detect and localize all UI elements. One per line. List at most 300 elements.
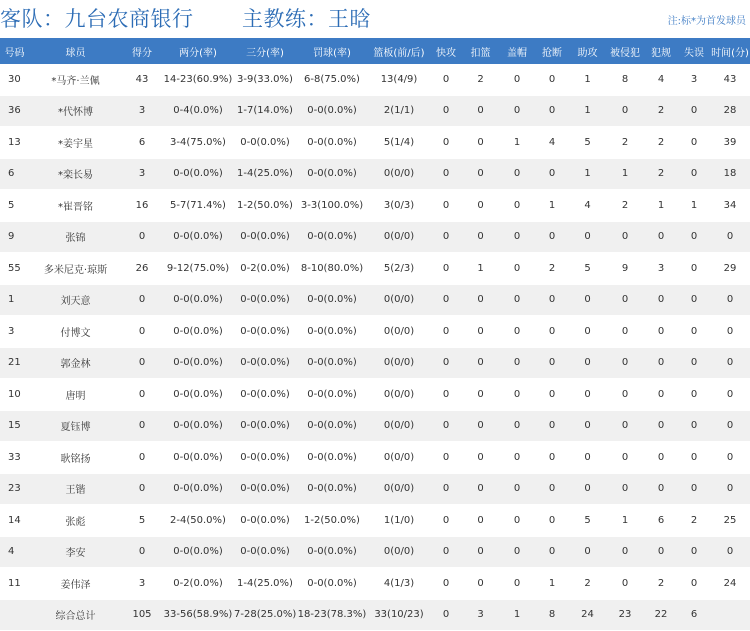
stat-cell: 2 <box>535 253 569 285</box>
column-header: 被侵犯 <box>606 38 644 64</box>
stat-cell: 0 <box>499 190 535 222</box>
stat-cell: 0 <box>430 473 462 505</box>
stat-cell: 0 <box>462 284 499 316</box>
player-number: 10 <box>0 379 29 411</box>
player-name: 王锴 <box>29 473 122 505</box>
stat-cell: 0-0(0.0%) <box>162 316 234 348</box>
stat-cell: 39 <box>710 127 750 159</box>
stat-cell: 0 <box>678 379 710 411</box>
stat-cell: 0-0(0.0%) <box>234 284 296 316</box>
stat-cell: 0 <box>462 316 499 348</box>
player-name: 多米尼克·琼斯 <box>29 253 122 285</box>
stat-cell: 0 <box>678 536 710 568</box>
stat-cell: 1 <box>569 158 606 190</box>
stat-cell: 0 <box>122 473 162 505</box>
stat-cell: 9 <box>606 253 644 285</box>
player-name: 李安 <box>29 536 122 568</box>
stat-cell: 29 <box>710 253 750 285</box>
stat-cell: 24 <box>710 568 750 600</box>
stat-cell: 0 <box>678 95 710 127</box>
stat-cell: 0 <box>430 505 462 537</box>
stat-cell: 9-12(75.0%) <box>162 253 234 285</box>
total-cell <box>710 599 750 631</box>
player-number: 21 <box>0 347 29 379</box>
column-header: 时间(分) <box>710 38 750 64</box>
stat-cell: 2 <box>644 95 678 127</box>
stat-cell: 1 <box>678 190 710 222</box>
column-header: 快攻 <box>430 38 462 64</box>
stat-cell: 0 <box>499 505 535 537</box>
stat-cell: 0-0(0.0%) <box>234 536 296 568</box>
total-cell: 105 <box>122 599 162 631</box>
stat-cell: 25 <box>710 505 750 537</box>
stat-cell: 2 <box>569 568 606 600</box>
stat-cell: 3 <box>122 158 162 190</box>
stat-cell: 0-0(0.0%) <box>234 442 296 474</box>
stat-cell: 0 <box>606 379 644 411</box>
stat-cell: 3-4(75.0%) <box>162 127 234 159</box>
table-row <box>0 536 750 568</box>
stat-cell: 0 <box>430 379 462 411</box>
player-name: 耿铭扬 <box>29 442 122 474</box>
player-name: *代怀博 <box>29 95 122 127</box>
stat-cell: 0-0(0.0%) <box>296 127 368 159</box>
stat-cell: 14-23(60.9%) <box>162 64 234 95</box>
player-number: 33 <box>0 442 29 474</box>
stat-cell: 0-0(0.0%) <box>234 505 296 537</box>
player-number: 55 <box>0 253 29 285</box>
stat-cell: 0 <box>678 221 710 253</box>
table-row <box>0 316 750 348</box>
column-header: 三分(率) <box>234 38 296 64</box>
stat-cell: 8-10(80.0%) <box>296 253 368 285</box>
stat-cell: 0 <box>122 284 162 316</box>
stat-cell: 0 <box>430 410 462 442</box>
stat-cell: 0 <box>569 473 606 505</box>
total-row <box>0 599 750 631</box>
stat-cell: 1 <box>569 64 606 95</box>
player-name: *马齐·兰佩 <box>29 64 122 95</box>
stat-cell: 0 <box>606 284 644 316</box>
stat-cell: 5 <box>569 253 606 285</box>
stat-cell: 0 <box>678 442 710 474</box>
stat-cell: 0 <box>499 473 535 505</box>
stat-cell: 0 <box>678 127 710 159</box>
stat-cell: 0 <box>644 347 678 379</box>
head-coach-title: 主教练：王晗 <box>242 7 371 31</box>
stat-cell: 0 <box>606 410 644 442</box>
stat-cell: 0 <box>499 316 535 348</box>
stat-cell: 0 <box>499 347 535 379</box>
stat-cell: 0 <box>606 568 644 600</box>
stat-cell: 0 <box>462 158 499 190</box>
stat-cell: 0 <box>710 316 750 348</box>
stat-cell: 0-0(0.0%) <box>162 379 234 411</box>
player-number: 6 <box>0 158 29 190</box>
stat-cell: 0-0(0.0%) <box>296 442 368 474</box>
stat-cell: 3 <box>678 64 710 95</box>
column-header: 篮板(前/后) <box>368 38 430 64</box>
stat-cell: 0 <box>430 221 462 253</box>
stat-cell: 0 <box>122 347 162 379</box>
stat-cell: 0 <box>644 410 678 442</box>
total-cell <box>0 599 29 631</box>
stat-cell: 4 <box>644 64 678 95</box>
stat-cell: 0 <box>122 410 162 442</box>
stat-cell: 0-0(0.0%) <box>234 316 296 348</box>
stat-cell: 0 <box>430 64 462 95</box>
stat-cell: 1 <box>606 505 644 537</box>
stat-cell: 0-0(0.0%) <box>296 158 368 190</box>
player-name: 郭金林 <box>29 347 122 379</box>
stat-cell: 0-0(0.0%) <box>234 221 296 253</box>
stat-cell: 3-3(100.0%) <box>296 190 368 222</box>
stat-cell: 0 <box>606 95 644 127</box>
stat-cell: 1 <box>462 253 499 285</box>
stat-cell: 0-2(0.0%) <box>162 568 234 600</box>
stat-cell: 0 <box>430 190 462 222</box>
column-header: 球员 <box>29 38 122 64</box>
stat-cell: 0-0(0.0%) <box>234 473 296 505</box>
total-cell: 18-23(78.3%) <box>296 599 368 631</box>
stat-cell: 2 <box>606 127 644 159</box>
stat-cell: 2 <box>462 64 499 95</box>
stat-cell: 0-0(0.0%) <box>296 95 368 127</box>
stat-cell: 2(1/1) <box>368 95 430 127</box>
stat-cell: 0 <box>462 127 499 159</box>
total-cell: 23 <box>606 599 644 631</box>
total-cell: 24 <box>569 599 606 631</box>
stat-cell: 0 <box>499 568 535 600</box>
total-cell: 3 <box>462 599 499 631</box>
table-row <box>0 473 750 505</box>
player-number: 23 <box>0 473 29 505</box>
stat-cell: 0 <box>122 536 162 568</box>
stat-cell: 0 <box>462 536 499 568</box>
stat-cell: 2 <box>678 505 710 537</box>
stat-cell: 2 <box>644 158 678 190</box>
stat-cell: 0-0(0.0%) <box>162 158 234 190</box>
stat-cell: 16 <box>122 190 162 222</box>
stat-cell: 0 <box>606 536 644 568</box>
stat-cell: 3 <box>122 568 162 600</box>
stat-cell: 0 <box>499 536 535 568</box>
stat-cell: 1(1/0) <box>368 505 430 537</box>
stat-cell: 0 <box>710 221 750 253</box>
table-row <box>0 64 750 95</box>
stat-cell: 0-0(0.0%) <box>162 473 234 505</box>
stat-cell: 0(0/0) <box>368 379 430 411</box>
stat-cell: 1 <box>499 127 535 159</box>
stat-cell: 0 <box>678 410 710 442</box>
stat-cell: 5(2/3) <box>368 253 430 285</box>
total-label: 综合总计 <box>29 599 122 631</box>
stat-cell: 0 <box>499 253 535 285</box>
stat-cell: 0 <box>462 568 499 600</box>
stat-cell: 0 <box>644 536 678 568</box>
stat-cell: 0(0/0) <box>368 347 430 379</box>
table-row <box>0 505 750 537</box>
player-number: 13 <box>0 127 29 159</box>
stat-cell: 2 <box>644 127 678 159</box>
stat-cell: 0 <box>535 221 569 253</box>
stat-cell: 0 <box>569 316 606 348</box>
stat-cell: 0 <box>122 379 162 411</box>
column-header: 罚球(率) <box>296 38 368 64</box>
stat-cell: 0 <box>678 158 710 190</box>
table-row <box>0 347 750 379</box>
table-row <box>0 127 750 159</box>
stat-cell: 0 <box>606 316 644 348</box>
stat-cell: 0 <box>644 473 678 505</box>
stat-cell: 6 <box>122 127 162 159</box>
page-header <box>0 0 750 40</box>
stat-cell: 0 <box>462 473 499 505</box>
stat-cell: 0 <box>644 379 678 411</box>
stat-cell: 26 <box>122 253 162 285</box>
stat-cell: 4 <box>535 127 569 159</box>
column-header: 两分(率) <box>162 38 234 64</box>
column-header: 抢断 <box>535 38 569 64</box>
stat-cell: 0 <box>499 410 535 442</box>
stat-cell: 3(0/3) <box>368 190 430 222</box>
stat-cell: 0-0(0.0%) <box>296 347 368 379</box>
stat-cell: 0 <box>430 536 462 568</box>
stat-cell: 5 <box>122 505 162 537</box>
stat-cell: 1 <box>606 158 644 190</box>
stat-cell: 0 <box>430 316 462 348</box>
player-number: 3 <box>0 316 29 348</box>
stat-cell: 0 <box>678 347 710 379</box>
stat-cell: 0 <box>678 316 710 348</box>
column-header: 盖帽 <box>499 38 535 64</box>
stat-cell: 0-0(0.0%) <box>162 221 234 253</box>
player-number: 5 <box>0 190 29 222</box>
table-row <box>0 410 750 442</box>
stat-cell: 0(0/0) <box>368 473 430 505</box>
stat-cell: 1-2(50.0%) <box>296 505 368 537</box>
column-header: 得分 <box>122 38 162 64</box>
stat-cell: 5(1/4) <box>368 127 430 159</box>
stat-cell: 0-0(0.0%) <box>162 536 234 568</box>
stat-cell: 0 <box>569 284 606 316</box>
stat-cell: 0(0/0) <box>368 410 430 442</box>
column-header: 助攻 <box>569 38 606 64</box>
stat-cell: 0 <box>569 442 606 474</box>
stat-cell: 0 <box>430 253 462 285</box>
stat-cell: 0 <box>499 442 535 474</box>
stat-cell: 0 <box>499 64 535 95</box>
stat-cell: 0 <box>462 410 499 442</box>
stat-cell: 0(0/0) <box>368 158 430 190</box>
total-cell: 33-56(58.9%) <box>162 599 234 631</box>
stat-cell: 2 <box>606 190 644 222</box>
stat-cell: 0 <box>430 127 462 159</box>
stat-cell: 0 <box>430 284 462 316</box>
stat-cell: 0 <box>499 284 535 316</box>
stat-cell: 0-0(0.0%) <box>296 536 368 568</box>
stat-cell: 0 <box>535 284 569 316</box>
stat-cell: 0 <box>569 221 606 253</box>
stat-cell: 0 <box>462 505 499 537</box>
stat-cell: 0 <box>606 473 644 505</box>
stat-cell: 0(0/0) <box>368 442 430 474</box>
stat-cell: 0(0/0) <box>368 316 430 348</box>
stat-cell: 0-0(0.0%) <box>162 284 234 316</box>
stat-cell: 0-0(0.0%) <box>296 316 368 348</box>
stat-cell: 0 <box>535 505 569 537</box>
player-number: 4 <box>0 536 29 568</box>
stat-cell: 0 <box>430 442 462 474</box>
stat-cell: 0 <box>499 95 535 127</box>
player-name: 张锦 <box>29 221 122 253</box>
stat-cell: 0 <box>606 442 644 474</box>
stat-cell: 13(4/9) <box>368 64 430 95</box>
stat-cell: 2-4(50.0%) <box>162 505 234 537</box>
stat-cell: 1-4(25.0%) <box>234 568 296 600</box>
table-row <box>0 158 750 190</box>
stat-cell: 34 <box>710 190 750 222</box>
stat-cell: 3 <box>644 253 678 285</box>
table-row <box>0 568 750 600</box>
stat-cell: 0 <box>499 221 535 253</box>
stat-cell: 0 <box>462 442 499 474</box>
stat-cell: 43 <box>122 64 162 95</box>
stat-cell: 0 <box>644 284 678 316</box>
player-number: 14 <box>0 505 29 537</box>
stat-cell: 18 <box>710 158 750 190</box>
stat-cell: 0 <box>499 379 535 411</box>
player-number: 11 <box>0 568 29 600</box>
away-team-title: 客队：九台农商银行 <box>0 7 194 31</box>
stat-cell: 0-0(0.0%) <box>296 284 368 316</box>
table-header-row <box>0 38 750 64</box>
stat-cell: 5 <box>569 127 606 159</box>
player-number: 30 <box>0 64 29 95</box>
stat-cell: 0 <box>678 568 710 600</box>
stat-cell: 0 <box>678 284 710 316</box>
stat-cell: 6-8(75.0%) <box>296 64 368 95</box>
table-row <box>0 221 750 253</box>
stat-cell: 0 <box>535 347 569 379</box>
stat-cell: 0 <box>462 221 499 253</box>
player-number: 9 <box>0 221 29 253</box>
starter-note: 注:标*为首发球员 <box>667 16 746 27</box>
stat-cell: 1-2(50.0%) <box>234 190 296 222</box>
stat-cell: 0 <box>122 316 162 348</box>
stat-cell: 0 <box>462 347 499 379</box>
stat-cell: 3 <box>122 95 162 127</box>
stat-cell: 0 <box>535 536 569 568</box>
stat-cell: 0 <box>535 64 569 95</box>
stat-cell: 0 <box>569 379 606 411</box>
table-body <box>0 64 750 631</box>
stat-cell: 0-2(0.0%) <box>234 253 296 285</box>
stat-cell: 1 <box>644 190 678 222</box>
stat-cell: 0 <box>606 347 644 379</box>
stat-cell: 4(1/3) <box>368 568 430 600</box>
stat-cell: 0-0(0.0%) <box>234 347 296 379</box>
player-name: 付博文 <box>29 316 122 348</box>
table-row <box>0 95 750 127</box>
stat-cell: 0 <box>710 410 750 442</box>
stat-cell: 0 <box>430 158 462 190</box>
stat-cell: 5-7(71.4%) <box>162 190 234 222</box>
stat-cell: 0-0(0.0%) <box>296 568 368 600</box>
stat-cell: 0 <box>569 347 606 379</box>
stat-cell: 0 <box>710 442 750 474</box>
stat-cell: 0-0(0.0%) <box>234 410 296 442</box>
stat-cell: 8 <box>606 64 644 95</box>
table-row <box>0 379 750 411</box>
stat-cell: 4 <box>569 190 606 222</box>
stat-cell: 1-4(25.0%) <box>234 158 296 190</box>
stat-cell: 0(0/0) <box>368 536 430 568</box>
stat-cell: 0 <box>462 379 499 411</box>
table-row <box>0 284 750 316</box>
stat-cell: 1 <box>535 568 569 600</box>
stat-cell: 1-7(14.0%) <box>234 95 296 127</box>
player-number: 15 <box>0 410 29 442</box>
total-cell: 8 <box>535 599 569 631</box>
stat-cell: 0 <box>430 95 462 127</box>
stat-cell: 0 <box>535 95 569 127</box>
stat-cell: 0 <box>644 316 678 348</box>
stat-cell: 0-4(0.0%) <box>162 95 234 127</box>
stat-cell: 0 <box>535 410 569 442</box>
stat-cell: 28 <box>710 95 750 127</box>
total-cell: 0 <box>430 599 462 631</box>
stat-cell: 3-9(33.0%) <box>234 64 296 95</box>
player-stats-table <box>0 38 750 631</box>
stat-cell: 0 <box>462 190 499 222</box>
total-cell: 33(10/23) <box>368 599 430 631</box>
stat-cell: 0(0/0) <box>368 284 430 316</box>
player-name: *栾长易 <box>29 158 122 190</box>
column-header: 号码 <box>0 38 29 64</box>
stat-cell: 0 <box>430 568 462 600</box>
total-cell: 1 <box>499 599 535 631</box>
stat-cell: 0 <box>710 284 750 316</box>
table-row <box>0 442 750 474</box>
player-number: 1 <box>0 284 29 316</box>
stat-cell: 0 <box>710 347 750 379</box>
stat-cell: 0 <box>569 536 606 568</box>
stat-cell: 0 <box>499 158 535 190</box>
stat-cell: 0-0(0.0%) <box>162 410 234 442</box>
stat-cell: 0 <box>644 442 678 474</box>
stat-cell: 0 <box>122 221 162 253</box>
total-cell: 22 <box>644 599 678 631</box>
stat-cell: 0 <box>535 158 569 190</box>
stat-cell: 1 <box>535 190 569 222</box>
table-row <box>0 253 750 285</box>
stat-cell: 0 <box>535 379 569 411</box>
stat-cell: 0 <box>430 347 462 379</box>
stat-cell: 0 <box>122 442 162 474</box>
stat-cell: 0 <box>678 253 710 285</box>
stat-cell: 0-0(0.0%) <box>234 379 296 411</box>
stat-cell: 0 <box>678 473 710 505</box>
stat-cell: 0 <box>535 316 569 348</box>
stat-cell: 0 <box>569 410 606 442</box>
stat-cell: 0 <box>710 379 750 411</box>
stat-cell: 0 <box>710 473 750 505</box>
player-name: 夏钰博 <box>29 410 122 442</box>
stat-cell: 0 <box>606 221 644 253</box>
stat-cell: 0-0(0.0%) <box>296 221 368 253</box>
stat-cell: 0 <box>644 221 678 253</box>
